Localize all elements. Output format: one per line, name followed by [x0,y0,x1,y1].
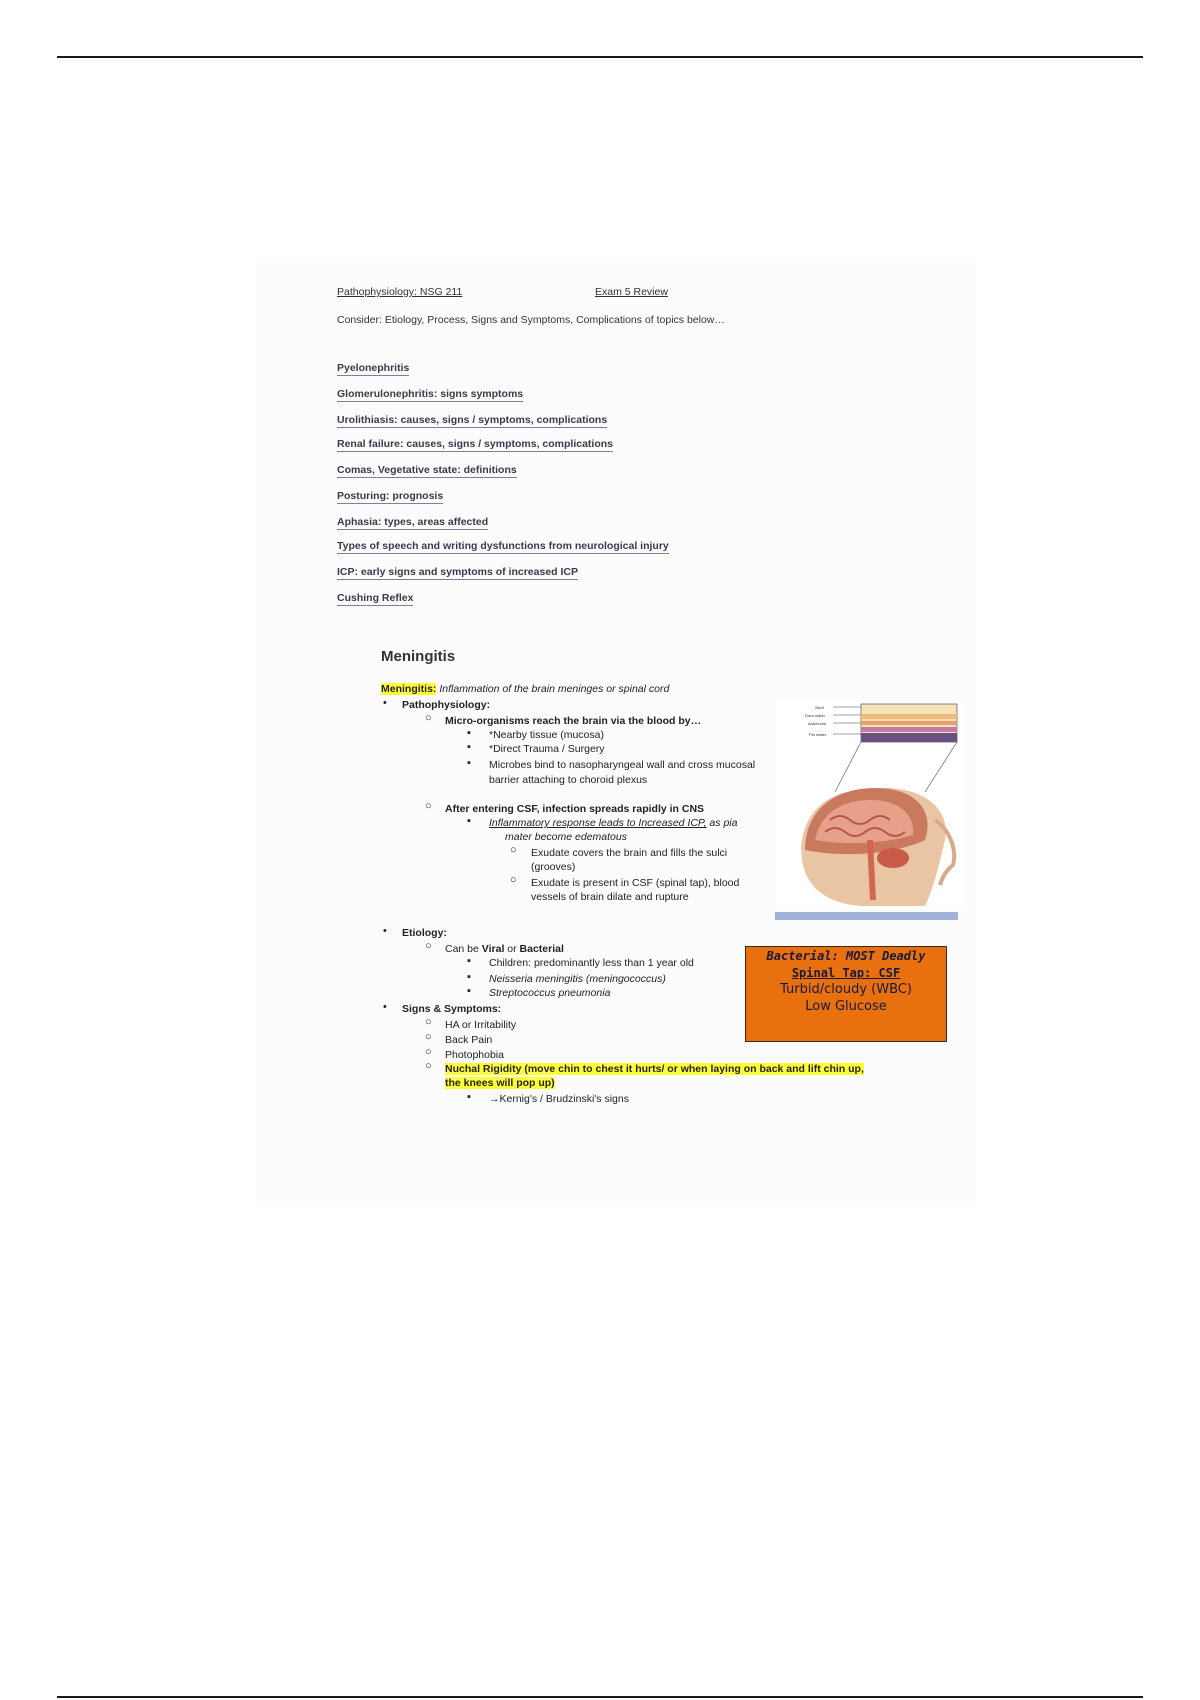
topic-link[interactable]: ICP: early signs and symptoms of increased ICP [337,566,578,578]
topic-link[interactable]: Urolithiasis: causes, signs / symptoms, complications [337,414,608,426]
topic-link[interactable]: Renal failure: causes, signs / symptoms, complications [337,438,614,450]
topic-link[interactable]: Cushing Reflex [337,592,414,604]
exudate-line: (grooves) [531,861,576,873]
etiology-line [445,942,564,956]
patho-detail: *Direct Trauma / Surgery [489,743,605,755]
patho-detail: *Nearby tissue (mucosa) [489,729,604,741]
symptom-item: HA or Irritability [445,1019,517,1031]
brain-meninges-illustration [775,700,963,910]
square-bullet-icon: ▪ [467,757,471,769]
etiology-or: or [504,943,520,955]
nuchal-text: Nuchal Rigidity (move chin to chest it hurts/ or when laying on back and lift chin up, [445,1063,864,1075]
callout-line: Spinal Tap: CSF [791,966,901,980]
circle-bullet-icon: ○ [510,844,517,856]
exam-title: Exam 5 Review [595,286,668,298]
circle-bullet-icon: ○ [425,1031,432,1043]
square-bullet-icon: ▪ [467,971,471,983]
circle-bullet-icon: ○ [425,1060,432,1072]
signs-symptoms-label: Signs & Symptoms: [402,1003,502,1015]
square-bullet-icon: ▪ [467,955,471,967]
doc-header [337,286,668,298]
exudate-line: vessels of brain dilate and rupture [531,891,689,903]
intro-text: Consider: Etiology, Process, Signs and Symptoms, Complications of topics below… [337,314,725,326]
illustration-label: Dura mater [805,713,826,718]
circle-bullet-icon: ○ [425,1016,432,1028]
square-bullet-icon: ▪ [467,727,471,739]
etiology-detail: Children: predominantly less than 1 year old [489,957,694,969]
circle-bullet-icon: ○ [425,1046,432,1058]
document-page [255,262,975,1202]
circle-bullet-icon: ○ [425,940,432,952]
bacterial-callout-box [745,946,947,1042]
topic-link[interactable]: Pyelonephritis [337,362,410,374]
callout-line: Turbid/cloudy (WBC) [780,982,912,997]
circle-bullet-icon: ○ [510,874,517,886]
square-bullet-icon: ▪ [467,815,471,827]
exudate-line: Exudate is present in CSF (spinal tap), blood [531,877,740,889]
nuchal-rigidity-line [445,1062,864,1076]
definition-line [381,682,669,696]
patho-detail: Microbes bind to nasopharyngeal wall and cross mucosal [489,759,756,771]
bottom-rule [57,1696,1143,1698]
topic-link[interactable]: Comas, Vegetative state: definitions [337,464,517,476]
patho-subitem: Micro-organisms reach the brain via the blood by… [445,715,702,727]
etiology-detail: Neisseria meningitis (meningococcus) [489,973,666,985]
bullet-icon: • [383,697,387,709]
patho-detail: mater become edematous [505,831,627,843]
square-bullet-icon: ▪ [467,1091,471,1103]
icp-text: Inflammatory response leads to Increased ICP, [489,817,707,829]
symptom-item: Photophobia [445,1049,504,1061]
nuchal-text: the knees will pop up) [445,1077,555,1089]
etiology-viral: Viral [481,943,505,955]
illustration-label: Arachnoid [808,721,827,726]
circle-bullet-icon: ○ [425,712,432,724]
topic-link[interactable]: Posturing: prognosis [337,490,444,502]
bullet-icon: • [383,925,387,937]
callout-line: Bacterial: MOST Deadly [766,949,926,963]
etiology-pre: Can be [445,943,482,955]
etiology-detail: Streptococcus pneumonia [489,987,611,999]
top-rule [57,56,1143,58]
etiology-label: Etiology: [402,927,447,939]
square-bullet-icon: ▪ [467,741,471,753]
illustration-label: Skull [815,705,824,710]
definition-text: Inflammation of the brain meninges or spinal cord [439,683,670,695]
topic-link[interactable]: Types of speech and writing dysfunctions from neurological injury [337,540,669,552]
illustration-caption-bar [775,912,958,920]
topic-link[interactable]: Aphasia: types, areas affected [337,516,489,528]
nuchal-rigidity-line [445,1076,555,1090]
patho-detail [489,816,737,830]
section-title: Meningitis [381,648,456,665]
square-bullet-icon: ▪ [467,985,471,997]
definition-term: Meningitis: [381,683,437,695]
callout-line: Low Glucose [805,999,887,1014]
symptom-item: Back Pain [445,1034,493,1046]
topic-link[interactable]: Glomerulonephritis: signs symptoms [337,388,524,400]
circle-bullet-icon: ○ [425,800,432,812]
pathophysiology-label: Pathophysiology: [402,699,491,711]
course-title: Pathophysiology: NSG 211 [337,286,463,298]
etiology-bacterial: Bacterial [519,943,564,955]
patho-detail: barrier attaching to choroid plexus [489,774,648,786]
illustration-label: Pia mater [809,732,827,737]
pia-text: as pia [706,817,738,829]
patho-subitem: After entering CSF, infection spreads rapidly in CNS [445,803,705,815]
exudate-line: Exudate covers the brain and fills the sulci [531,847,728,859]
bullet-icon: • [383,1001,387,1013]
kernig-signs: →Kernig's / Brudzinski's signs [489,1093,629,1105]
